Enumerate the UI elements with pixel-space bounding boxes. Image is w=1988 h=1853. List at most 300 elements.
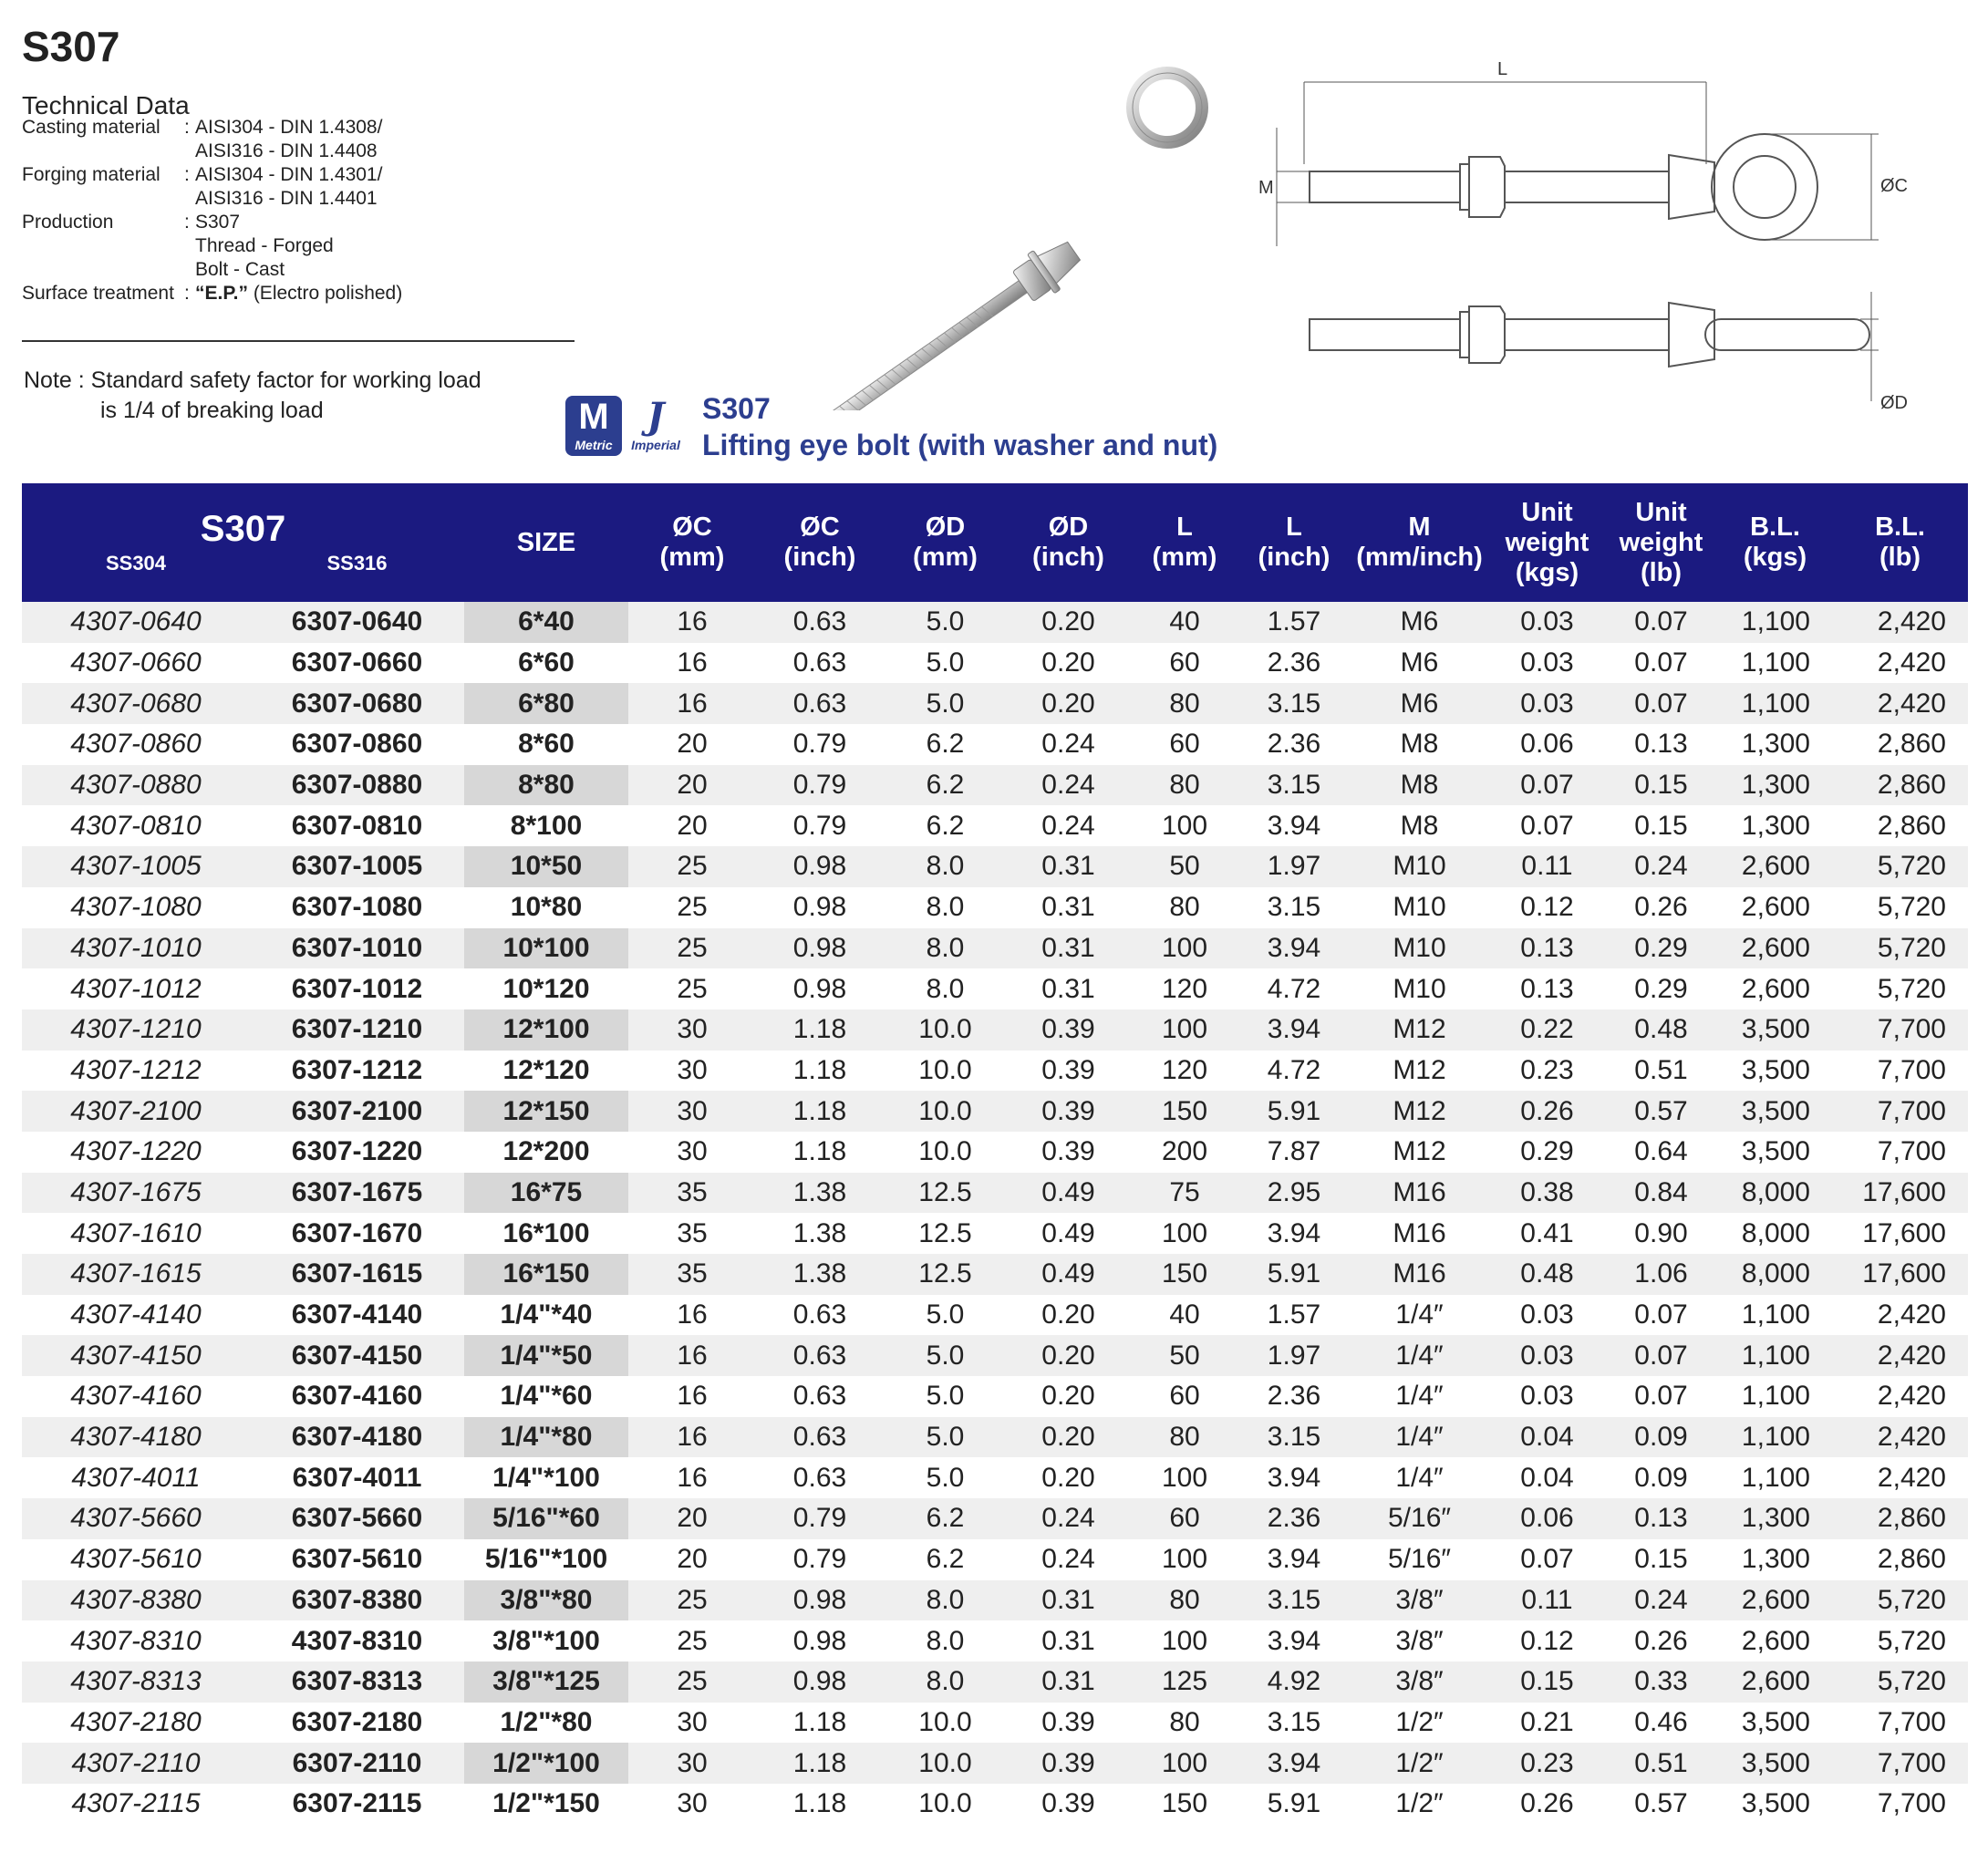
cell-weight-lb: 0.07 bbox=[1634, 1381, 1688, 1412]
cell-l-mm: 60 bbox=[1169, 1381, 1200, 1412]
cell-size: 12*150 bbox=[464, 1091, 628, 1132]
cell-ss316-code: 6307-0860 bbox=[291, 729, 423, 760]
cell-weight-lb: 0.64 bbox=[1634, 1136, 1688, 1167]
cell-ss316-code: 6307-1670 bbox=[291, 1217, 423, 1248]
cell-ss316-code: 6307-4180 bbox=[250, 1417, 464, 1458]
cell-l-mm: 200 bbox=[1161, 1136, 1208, 1167]
subtitle-name: Lifting eye bolt (with washer and nut) bbox=[702, 429, 1218, 461]
cell-l-inch: 5.91 bbox=[1239, 1254, 1349, 1295]
technical-data-value: “E.P.” (Electro polished) bbox=[195, 283, 403, 304]
cell-ss316-code: 6307-0810 bbox=[291, 810, 423, 841]
cell-d-mm: 5.0 bbox=[926, 1462, 965, 1493]
cell-l-mm: 100 bbox=[1161, 1625, 1208, 1656]
cell-weight-lb: 0.15 bbox=[1604, 765, 1718, 806]
cell-weight-kgs: 0.12 bbox=[1520, 1625, 1574, 1656]
cell-c-mm: 16 bbox=[628, 1335, 756, 1376]
cell-weight-lb: 0.13 bbox=[1604, 1498, 1718, 1539]
cell-bl-lb: 2,860 bbox=[1832, 765, 1968, 806]
cell-d-inch: 0.49 bbox=[1007, 1254, 1130, 1295]
cell-bl-kgs: 1,300 bbox=[1718, 1498, 1832, 1539]
cell-ss316-code: 6307-0880 bbox=[250, 765, 464, 806]
cell-d-inch: 0.31 bbox=[1007, 846, 1130, 887]
cell-ss316-code: 6307-1675 bbox=[250, 1173, 464, 1214]
cell-l-inch: 4.72 bbox=[1267, 973, 1321, 1004]
cell-ss316-code: 6307-4150 bbox=[250, 1335, 464, 1376]
cell-c-inch: 0.63 bbox=[756, 1335, 884, 1376]
header-line: weight bbox=[1505, 527, 1589, 557]
cell-d-inch: 0.24 bbox=[1041, 729, 1095, 760]
cell-bl-lb: 7,700 bbox=[1832, 1009, 1968, 1051]
cell-c-inch: 0.98 bbox=[756, 928, 884, 969]
cell-bl-kgs: 1,100 bbox=[1741, 1462, 1810, 1493]
cell-c-inch: 0.63 bbox=[756, 602, 884, 643]
cell-ss304-code: 4307-2115 bbox=[71, 1788, 201, 1819]
cell-d-inch: 0.39 bbox=[1041, 1054, 1095, 1085]
cell-size: 3/8"*100 bbox=[464, 1620, 628, 1661]
cell-ss304-code: 4307-0810 bbox=[70, 810, 202, 841]
cell-l-inch: 3.94 bbox=[1267, 1217, 1321, 1248]
cell-l-inch: 3.15 bbox=[1239, 1417, 1349, 1458]
cell-d-inch: 0.39 bbox=[1041, 1706, 1095, 1737]
cell-bl-lb: 5,720 bbox=[1877, 1625, 1946, 1656]
cell-size: 1/2"*100 bbox=[464, 1743, 628, 1784]
cell-l-inch: 2.36 bbox=[1267, 647, 1321, 678]
header-l-mm bbox=[1130, 483, 1239, 602]
cell-bl-kgs: 2,600 bbox=[1741, 973, 1810, 1004]
cell-d-inch: 0.39 bbox=[1041, 1136, 1095, 1167]
cell-weight-lb: 0.07 bbox=[1634, 647, 1688, 678]
cell-ss304-code: 4307-4140 bbox=[70, 1299, 202, 1330]
header-line: ØD bbox=[925, 512, 966, 542]
cell-size: 1/2"*150 bbox=[464, 1784, 628, 1825]
cell-l-mm: 80 bbox=[1130, 765, 1239, 806]
cell-m: 1/4″ bbox=[1395, 1462, 1444, 1493]
cell-weight-kgs: 0.06 bbox=[1520, 729, 1574, 760]
cell-d-mm: 8.0 bbox=[884, 928, 1007, 969]
cell-d-mm: 8.0 bbox=[926, 973, 965, 1004]
cell-l-mm: 80 bbox=[1169, 892, 1200, 923]
cell-bl-lb: 17,600 bbox=[1832, 1254, 1968, 1295]
table-row bbox=[22, 1457, 1968, 1498]
cell-m: 5/16″ bbox=[1349, 1498, 1490, 1539]
technical-data-row bbox=[22, 164, 382, 186]
technical-data-colon: : bbox=[184, 117, 190, 138]
header-line: (mm) bbox=[659, 543, 725, 572]
table-row bbox=[22, 1173, 1968, 1214]
metric-badge bbox=[565, 396, 622, 456]
cell-l-mm: 50 bbox=[1130, 846, 1239, 887]
technical-data-row bbox=[22, 212, 240, 233]
table-row bbox=[22, 805, 1968, 846]
metric-label: Metric bbox=[575, 438, 613, 452]
cell-ss304-code: 4307-0680 bbox=[22, 683, 250, 724]
cell-size: 6*80 bbox=[464, 683, 628, 724]
technical-data-title: Technical Data bbox=[22, 91, 190, 119]
cell-weight-lb: 0.51 bbox=[1604, 1743, 1718, 1784]
cell-l-mm: 120 bbox=[1161, 973, 1208, 1004]
cell-weight-kgs: 0.03 bbox=[1520, 1299, 1574, 1330]
cell-size: 6*40 bbox=[464, 602, 628, 643]
cell-m: M16 bbox=[1349, 1173, 1490, 1214]
cell-weight-lb: 0.07 bbox=[1634, 1299, 1688, 1330]
cell-weight-lb: 0.29 bbox=[1604, 928, 1718, 969]
cell-d-mm: 10.0 bbox=[918, 1054, 972, 1085]
cell-l-mm: 80 bbox=[1130, 1580, 1239, 1621]
cell-c-inch: 0.63 bbox=[792, 1462, 847, 1493]
cell-l-inch: 2.36 bbox=[1239, 1498, 1349, 1539]
cell-m: M12 bbox=[1349, 1009, 1490, 1051]
cell-weight-lb: 0.84 bbox=[1604, 1173, 1718, 1214]
cell-c-inch: 0.79 bbox=[792, 729, 847, 760]
cell-c-inch: 1.18 bbox=[792, 1054, 847, 1085]
imperial-letter: J bbox=[647, 395, 665, 438]
cell-bl-kgs: 2,600 bbox=[1741, 892, 1810, 923]
cell-bl-kgs: 3,500 bbox=[1741, 1706, 1810, 1737]
cell-ss304-code: 4307-1010 bbox=[22, 928, 250, 969]
cell-bl-kgs: 3,500 bbox=[1718, 1091, 1832, 1132]
cell-weight-kgs: 0.03 bbox=[1520, 1381, 1574, 1412]
header-d-inch bbox=[1007, 483, 1130, 602]
cell-ss304-code: 4307-4160 bbox=[70, 1381, 202, 1412]
cell-bl-lb: 2,860 bbox=[1877, 1544, 1946, 1575]
cell-d-mm: 10.0 bbox=[918, 1706, 972, 1737]
technical-data-row bbox=[22, 283, 402, 305]
cell-weight-lb: 0.15 bbox=[1634, 810, 1688, 841]
cell-d-inch: 0.24 bbox=[1041, 810, 1095, 841]
cell-l-inch: 3.15 bbox=[1267, 1706, 1321, 1737]
cell-d-mm: 6.2 bbox=[926, 1544, 965, 1575]
cell-d-mm: 10.0 bbox=[918, 1788, 972, 1819]
cell-l-inch: 1.97 bbox=[1239, 846, 1349, 887]
cell-weight-lb: 0.07 bbox=[1604, 602, 1718, 643]
cell-ss304-code: 4307-1615 bbox=[22, 1254, 250, 1295]
cell-l-mm: 60 bbox=[1169, 729, 1200, 760]
cell-bl-kgs: 1,300 bbox=[1718, 765, 1832, 806]
dim-label-D: ØD bbox=[1880, 393, 1908, 413]
table-row bbox=[22, 602, 1968, 643]
header-l-inch bbox=[1239, 483, 1349, 602]
table-row bbox=[22, 1539, 1968, 1580]
cell-bl-lb: 5,720 bbox=[1877, 892, 1946, 923]
divider bbox=[22, 340, 575, 342]
header-m bbox=[1349, 483, 1490, 602]
cell-d-inch: 0.20 bbox=[1007, 1417, 1130, 1458]
cell-bl-lb: 5,720 bbox=[1832, 928, 1968, 969]
cell-size: 8*80 bbox=[464, 765, 628, 806]
cell-l-inch: 2.36 bbox=[1267, 1381, 1321, 1412]
cell-bl-kgs: 2,600 bbox=[1741, 1625, 1810, 1656]
technical-data-row bbox=[22, 188, 378, 210]
cell-c-mm: 16 bbox=[628, 602, 756, 643]
cell-c-inch: 1.18 bbox=[756, 1009, 884, 1051]
cell-m: M12 bbox=[1393, 1136, 1446, 1167]
cell-d-inch: 0.20 bbox=[1041, 1462, 1095, 1493]
cell-bl-lb: 2,860 bbox=[1877, 729, 1946, 760]
dim-label-L: L bbox=[1497, 59, 1508, 79]
cell-bl-kgs: 1,100 bbox=[1741, 647, 1810, 678]
header-line: ØD bbox=[1048, 512, 1089, 542]
cell-c-mm: 20 bbox=[628, 765, 756, 806]
cell-ss304-code: 4307-1210 bbox=[22, 1009, 250, 1051]
cell-c-mm: 30 bbox=[677, 1788, 708, 1819]
imperial-label: Imperial bbox=[631, 438, 680, 452]
cell-ss316-code: 6307-5610 bbox=[291, 1544, 423, 1575]
cell-m: M10 bbox=[1349, 846, 1490, 887]
cell-c-mm: 16 bbox=[677, 1299, 708, 1330]
cell-c-inch: 0.98 bbox=[756, 1580, 884, 1621]
cell-c-inch: 1.18 bbox=[792, 1706, 847, 1737]
table-row bbox=[22, 887, 1968, 928]
cell-bl-lb: 2,420 bbox=[1832, 1417, 1968, 1458]
cell-size: 8*100 bbox=[464, 805, 628, 846]
table-row bbox=[22, 1661, 1968, 1703]
cell-l-mm: 50 bbox=[1130, 1335, 1239, 1376]
cell-weight-lb: 0.46 bbox=[1634, 1706, 1688, 1737]
technical-data-label: Production bbox=[22, 212, 114, 233]
cell-ss316-code: 6307-0680 bbox=[250, 683, 464, 724]
cell-d-mm: 5.0 bbox=[884, 1335, 1007, 1376]
technical-data-value: AISI304 - DIN 1.4308/ bbox=[195, 117, 383, 138]
table-row bbox=[22, 928, 1968, 969]
cell-c-mm: 16 bbox=[677, 1381, 708, 1412]
table-row bbox=[22, 643, 1968, 684]
cell-d-inch: 0.31 bbox=[1041, 973, 1095, 1004]
cell-size: 6*60 bbox=[464, 643, 628, 684]
technical-data-colon: : bbox=[184, 212, 190, 233]
cell-bl-kgs: 3,500 bbox=[1718, 1743, 1832, 1784]
header-line: B.L. bbox=[1875, 512, 1925, 542]
cell-ss304-code: 4307-2110 bbox=[22, 1743, 250, 1784]
cell-c-mm: 25 bbox=[628, 1661, 756, 1703]
cell-m: M8 bbox=[1400, 729, 1439, 760]
cell-l-inch: 3.15 bbox=[1239, 1580, 1349, 1621]
header-line: (lb) bbox=[1640, 557, 1683, 587]
cell-ss304-code: 4307-8380 bbox=[22, 1580, 250, 1621]
cell-bl-lb: 2,420 bbox=[1877, 647, 1946, 678]
cell-weight-kgs: 0.22 bbox=[1490, 1009, 1604, 1051]
cell-weight-lb: 1.06 bbox=[1604, 1254, 1718, 1295]
table-row bbox=[22, 1009, 1968, 1051]
cell-weight-kgs: 0.03 bbox=[1490, 683, 1604, 724]
header-line: M bbox=[1408, 512, 1431, 542]
table-row bbox=[22, 1335, 1968, 1376]
header-size: SIZE bbox=[464, 483, 628, 602]
table-row bbox=[22, 765, 1968, 806]
technical-data-value: S307 bbox=[195, 212, 241, 233]
cell-size: 12*100 bbox=[464, 1009, 628, 1051]
technical-data-value: AISI304 - DIN 1.4301/ bbox=[195, 164, 383, 185]
page-title: S307 bbox=[22, 23, 120, 70]
cell-weight-kgs: 0.48 bbox=[1490, 1254, 1604, 1295]
metric-letter: M bbox=[578, 397, 609, 437]
cell-weight-lb: 0.07 bbox=[1604, 683, 1718, 724]
cell-bl-kgs: 1,100 bbox=[1741, 1381, 1810, 1412]
cell-ss316-code: 6307-0660 bbox=[291, 647, 423, 678]
technical-data-label: Casting material bbox=[22, 117, 160, 138]
technical-data-label: Forging material bbox=[22, 164, 160, 185]
dim-label-C: ØC bbox=[1880, 176, 1908, 196]
cell-bl-lb: 2,420 bbox=[1877, 1381, 1946, 1412]
cell-l-mm: 60 bbox=[1130, 1498, 1239, 1539]
technical-data-row bbox=[22, 117, 382, 139]
cell-size: 12*200 bbox=[464, 1132, 628, 1173]
cell-ss316-code: 6307-8313 bbox=[250, 1661, 464, 1703]
cell-c-mm: 25 bbox=[628, 1580, 756, 1621]
cell-ss316-code: 4307-8310 bbox=[291, 1625, 423, 1656]
header-line: (inch) bbox=[1032, 543, 1104, 572]
cell-l-inch: 3.15 bbox=[1239, 765, 1349, 806]
technical-data-value: Thread - Forged bbox=[195, 235, 334, 256]
cell-ss316-code: 6307-1210 bbox=[250, 1009, 464, 1051]
cell-c-inch: 1.38 bbox=[756, 1254, 884, 1295]
table-row bbox=[22, 1743, 1968, 1784]
cell-m: M8 bbox=[1400, 810, 1439, 841]
cell-m: M10 bbox=[1393, 892, 1446, 923]
cell-c-mm: 20 bbox=[677, 810, 708, 841]
cell-weight-lb: 0.29 bbox=[1634, 973, 1688, 1004]
cell-m: 3/8″ bbox=[1349, 1580, 1490, 1621]
cell-weight-kgs: 0.07 bbox=[1520, 810, 1574, 841]
cell-m: M10 bbox=[1393, 973, 1446, 1004]
cell-d-mm: 10.0 bbox=[884, 1091, 1007, 1132]
cell-weight-lb: 0.13 bbox=[1634, 729, 1688, 760]
cell-weight-kgs: 0.29 bbox=[1520, 1136, 1574, 1167]
cell-ss304-code: 4307-1610 bbox=[70, 1217, 202, 1248]
cell-c-mm: 25 bbox=[628, 846, 756, 887]
cell-c-mm: 25 bbox=[677, 973, 708, 1004]
cell-c-mm: 16 bbox=[628, 1417, 756, 1458]
cell-d-inch: 0.39 bbox=[1007, 1743, 1130, 1784]
cell-weight-lb: 0.26 bbox=[1634, 892, 1688, 923]
cell-c-inch: 0.79 bbox=[792, 1544, 847, 1575]
cell-c-mm: 20 bbox=[677, 729, 708, 760]
cell-c-mm: 20 bbox=[628, 1498, 756, 1539]
header-weight-lb bbox=[1604, 483, 1718, 602]
cell-d-inch: 0.49 bbox=[1007, 1173, 1130, 1214]
cell-c-mm: 30 bbox=[628, 1091, 756, 1132]
cell-l-inch: 3.94 bbox=[1239, 1009, 1349, 1051]
cell-d-mm: 8.0 bbox=[884, 846, 1007, 887]
cell-c-mm: 35 bbox=[628, 1254, 756, 1295]
cell-weight-kgs: 0.26 bbox=[1520, 1788, 1574, 1819]
cell-bl-kgs: 2,600 bbox=[1718, 1661, 1832, 1703]
header-c-mm bbox=[628, 483, 756, 602]
spec-table-body bbox=[22, 602, 1968, 1825]
cell-l-mm: 150 bbox=[1161, 1788, 1208, 1819]
cell-ss316-code: 6307-1005 bbox=[250, 846, 464, 887]
cell-c-mm: 35 bbox=[628, 1173, 756, 1214]
cell-d-mm: 5.0 bbox=[926, 647, 965, 678]
cell-ss316-code: 6307-5660 bbox=[250, 1498, 464, 1539]
cell-bl-kgs: 2,600 bbox=[1718, 846, 1832, 887]
cell-m: M6 bbox=[1349, 602, 1490, 643]
cell-weight-lb: 0.33 bbox=[1604, 1661, 1718, 1703]
cell-bl-kgs: 3,500 bbox=[1741, 1054, 1810, 1085]
cell-l-mm: 100 bbox=[1161, 1462, 1208, 1493]
cell-ss304-code: 4307-8313 bbox=[22, 1661, 250, 1703]
cell-weight-kgs: 0.04 bbox=[1520, 1462, 1574, 1493]
cell-c-inch: 0.63 bbox=[756, 1417, 884, 1458]
cell-d-inch: 0.24 bbox=[1041, 1544, 1095, 1575]
cell-m: M12 bbox=[1393, 1054, 1446, 1085]
cell-ss304-code: 4307-0860 bbox=[70, 729, 202, 760]
cell-weight-kgs: 0.23 bbox=[1520, 1054, 1574, 1085]
cell-d-mm: 8.0 bbox=[926, 892, 965, 923]
technical-data-value: AISI316 - DIN 1.4408 bbox=[195, 140, 378, 161]
cell-c-mm: 25 bbox=[677, 1625, 708, 1656]
cell-d-inch: 0.31 bbox=[1041, 1625, 1095, 1656]
cell-weight-kgs: 0.38 bbox=[1490, 1173, 1604, 1214]
cell-bl-kgs: 8,000 bbox=[1718, 1254, 1832, 1295]
cell-c-inch: 1.18 bbox=[792, 1136, 847, 1167]
cell-d-mm: 5.0 bbox=[884, 1417, 1007, 1458]
cell-d-inch: 0.20 bbox=[1041, 1381, 1095, 1412]
cell-bl-lb: 2,860 bbox=[1877, 810, 1946, 841]
cell-c-inch: 0.63 bbox=[792, 1381, 847, 1412]
technical-data-row bbox=[22, 259, 285, 281]
table-row bbox=[22, 1132, 1968, 1173]
cell-size: 10*120 bbox=[464, 968, 628, 1009]
cell-c-mm: 30 bbox=[628, 1743, 756, 1784]
cell-bl-lb: 5,720 bbox=[1832, 1661, 1968, 1703]
table-row bbox=[22, 1295, 1968, 1336]
note-line-1: Note : Standard safety factor for working load bbox=[24, 367, 481, 393]
cell-m: M16 bbox=[1393, 1217, 1446, 1248]
cell-bl-lb: 2,420 bbox=[1832, 602, 1968, 643]
cell-d-inch: 0.39 bbox=[1007, 1009, 1130, 1051]
cell-size: 1/4"*80 bbox=[464, 1417, 628, 1458]
header-line: Unit bbox=[1521, 497, 1573, 527]
cell-c-inch: 0.79 bbox=[756, 1498, 884, 1539]
cell-l-inch: 7.87 bbox=[1267, 1136, 1321, 1167]
header-part-numbers bbox=[22, 483, 464, 602]
cell-bl-lb: 2,420 bbox=[1877, 1299, 1946, 1330]
cell-size: 3/8"*125 bbox=[464, 1661, 628, 1703]
cell-weight-lb: 0.09 bbox=[1604, 1417, 1718, 1458]
cell-ss316-code: 6307-1212 bbox=[291, 1054, 423, 1085]
cell-bl-lb: 7,700 bbox=[1832, 1743, 1968, 1784]
cell-bl-lb: 7,700 bbox=[1877, 1706, 1946, 1737]
cell-d-inch: 0.31 bbox=[1007, 1580, 1130, 1621]
cell-ss316-code: 6307-2115 bbox=[292, 1788, 422, 1819]
cell-d-inch: 0.20 bbox=[1007, 602, 1130, 643]
cell-bl-lb: 2,420 bbox=[1877, 1462, 1946, 1493]
technical-data-colon: : bbox=[184, 283, 190, 304]
cell-d-mm: 8.0 bbox=[884, 1580, 1007, 1621]
header-line: L bbox=[1176, 512, 1193, 542]
cell-m: 1/2″ bbox=[1395, 1788, 1444, 1819]
cell-ss316-code: 6307-1012 bbox=[291, 973, 423, 1004]
cell-weight-kgs: 0.04 bbox=[1490, 1417, 1604, 1458]
table-row bbox=[22, 1417, 1968, 1458]
header-line: ØC bbox=[800, 512, 840, 542]
table-row bbox=[22, 968, 1968, 1009]
cell-l-inch: 2.36 bbox=[1267, 729, 1321, 760]
cell-c-mm: 20 bbox=[677, 1544, 708, 1575]
cell-size: 10*50 bbox=[464, 846, 628, 887]
header-line: (mm) bbox=[913, 543, 978, 572]
cell-c-inch: 1.18 bbox=[756, 1743, 884, 1784]
cell-m: 1/4″ bbox=[1349, 1335, 1490, 1376]
cell-d-mm: 12.5 bbox=[884, 1173, 1007, 1214]
subtitle-code: S307 bbox=[702, 392, 771, 425]
cell-l-mm: 100 bbox=[1161, 810, 1208, 841]
cell-weight-kgs: 0.13 bbox=[1490, 928, 1604, 969]
cell-weight-lb: 0.48 bbox=[1604, 1009, 1718, 1051]
header-line: (inch) bbox=[783, 543, 856, 572]
cell-c-inch: 0.79 bbox=[792, 810, 847, 841]
cell-d-mm: 6.2 bbox=[884, 1498, 1007, 1539]
